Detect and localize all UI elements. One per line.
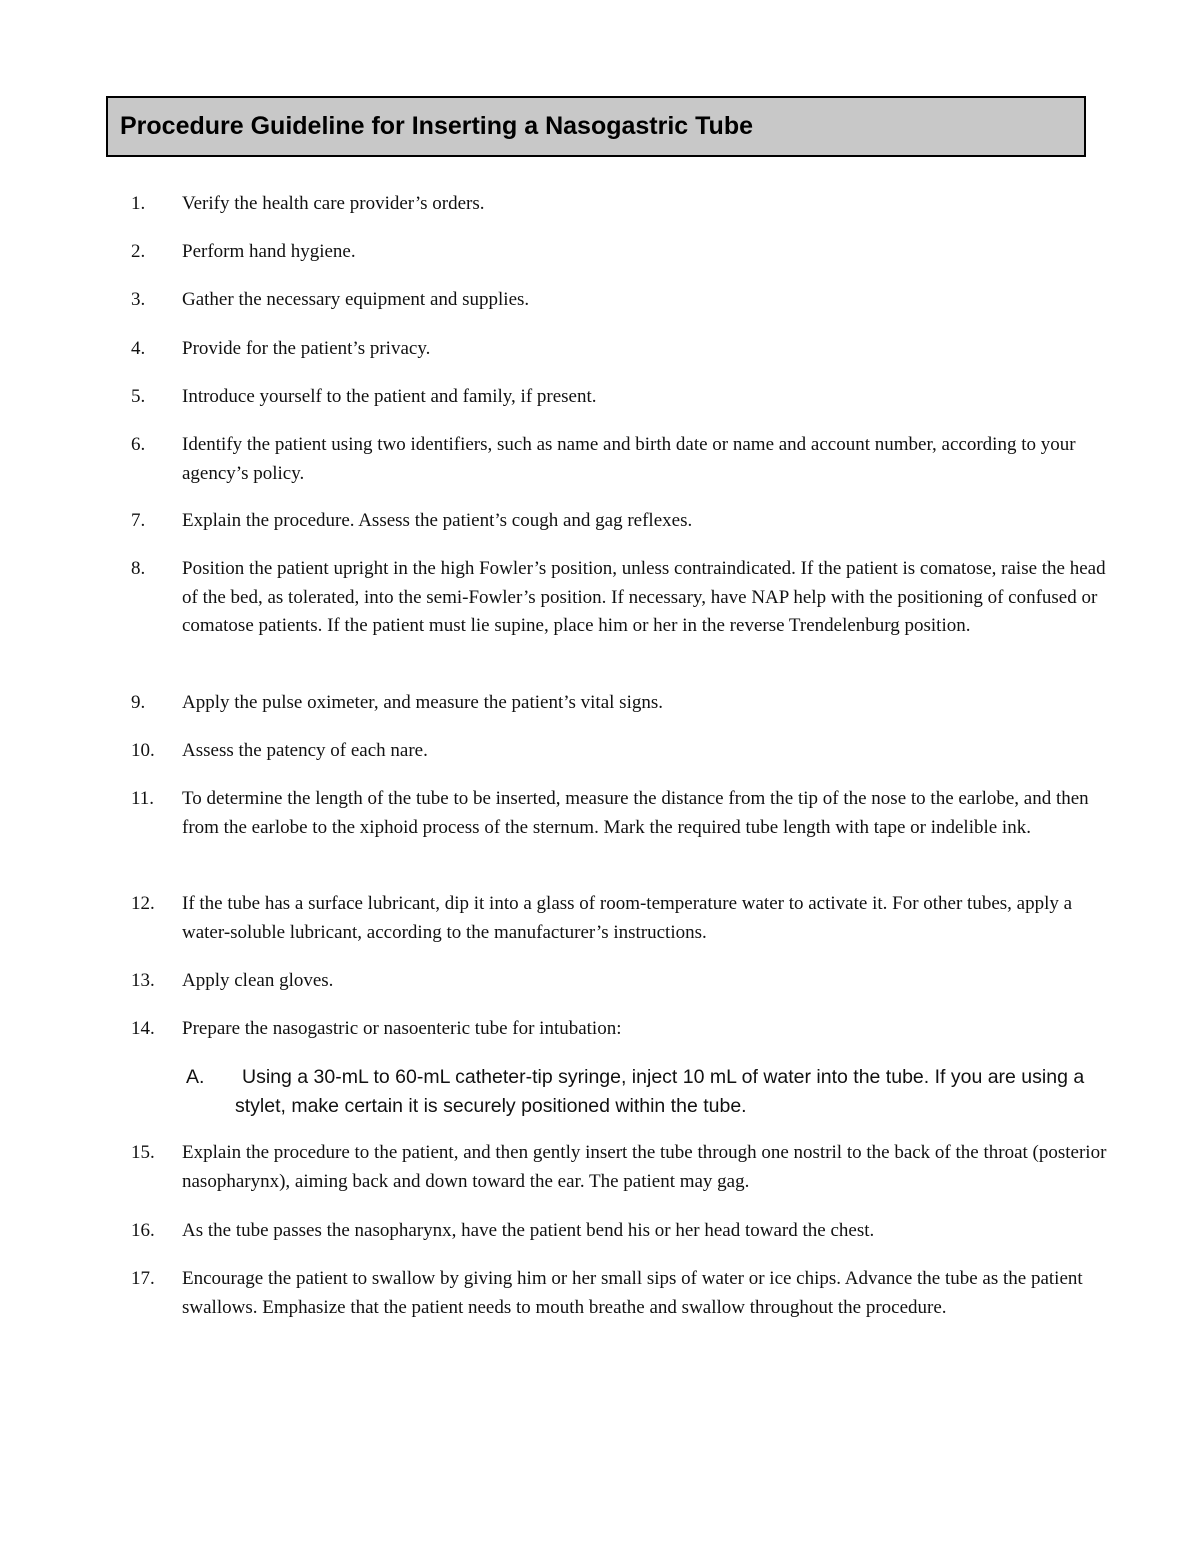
step-number: 5. (131, 386, 146, 407)
step-text: As the tube passes the nasopharynx, have the patient bend his or her head toward the chest. (182, 1220, 875, 1241)
step-text: If the tube has a surface lubricant, dip it into a glass of room-temperature water to activate it. For other tubes, apply a water-soluble lubricant, according to the manufacturer’s instructions. (182, 893, 1073, 943)
step-number: 12. (131, 893, 155, 914)
substep-text: Using a 30-mL to 60-mL catheter-tip syringe, inject 10 mL of water into the tube. If you are using a stylet, make certain it is securely positioned within the tube. (235, 1066, 1085, 1117)
step-text: Provide for the patient’s privacy. (182, 338, 431, 359)
step-number: 15. (131, 1142, 155, 1163)
step-number: 14. (131, 1018, 155, 1039)
step-number: 9. (131, 692, 146, 713)
step-text: Explain the procedure to the patient, and then gently insert the tube through one nostril to the back of the throat (posterior nasopharynx), aiming back and down toward the ear. The patient may gag. (182, 1142, 1107, 1192)
step-number: 6. (131, 434, 146, 455)
step-number: 8. (131, 558, 146, 579)
step-text: Gather the necessary equipment and supplies. (182, 289, 530, 310)
step-text: Assess the patency of each nare. (182, 740, 428, 761)
step-number: 16. (131, 1220, 155, 1241)
step-number: 3. (131, 289, 146, 310)
step-number: 1. (131, 193, 146, 214)
step-number: 13. (131, 970, 155, 991)
title-box (106, 96, 1086, 157)
step-number: 17. (131, 1268, 155, 1289)
step-text: Apply the pulse oximeter, and measure the patient’s vital signs. (182, 692, 663, 713)
step-text: Perform hand hygiene. (182, 241, 356, 262)
step-number: 2. (131, 241, 146, 262)
step-text: Position the patient upright in the high Fowler’s position, unless contraindicated. If the patient is comatose, raise the head of the bed, as tolerated, into the semi-Fowler’s position. If necessary, have NAP help with the positioning of confused or comatose patients. If the patient must lie supine, place him or her in the reverse Trendelenburg position. (182, 558, 1106, 636)
step-number: 11. (131, 788, 155, 809)
step-text: Prepare the nasogastric or nasoenteric tube for intubation: (182, 1018, 622, 1039)
substep-letter: A. (186, 1066, 205, 1088)
step-text: Verify the health care provider’s orders. (182, 193, 485, 214)
step-number: 10. (131, 740, 155, 761)
step-number: 7. (131, 510, 146, 531)
step-text: Encourage the patient to swallow by giving him or her small sips of water or ice chips. Advance the tube as the patient swallows. Emphasize that the patient needs to mouth breathe and swallow throughout the procedure. (182, 1268, 1083, 1318)
step-text: Explain the procedure. Assess the patient’s cough and gag reflexes. (182, 510, 693, 531)
step-text: Identify the patient using two identifiers, such as name and birth date or name and account number, according to your agency’s policy. (182, 434, 1076, 484)
step-number: 4. (131, 338, 146, 359)
step-text: Introduce yourself to the patient and family, if present. (182, 386, 597, 407)
page-title: Procedure Guideline for Inserting a Nasogastric Tube (120, 112, 754, 140)
step-text: Apply clean gloves. (182, 970, 334, 991)
step-text: To determine the length of the tube to be inserted, measure the distance from the tip of the nose to the earlobe, and then from the earlobe to the xiphoid process of the sternum. Mark the required tube length with tape or indelible ink. (182, 788, 1089, 838)
